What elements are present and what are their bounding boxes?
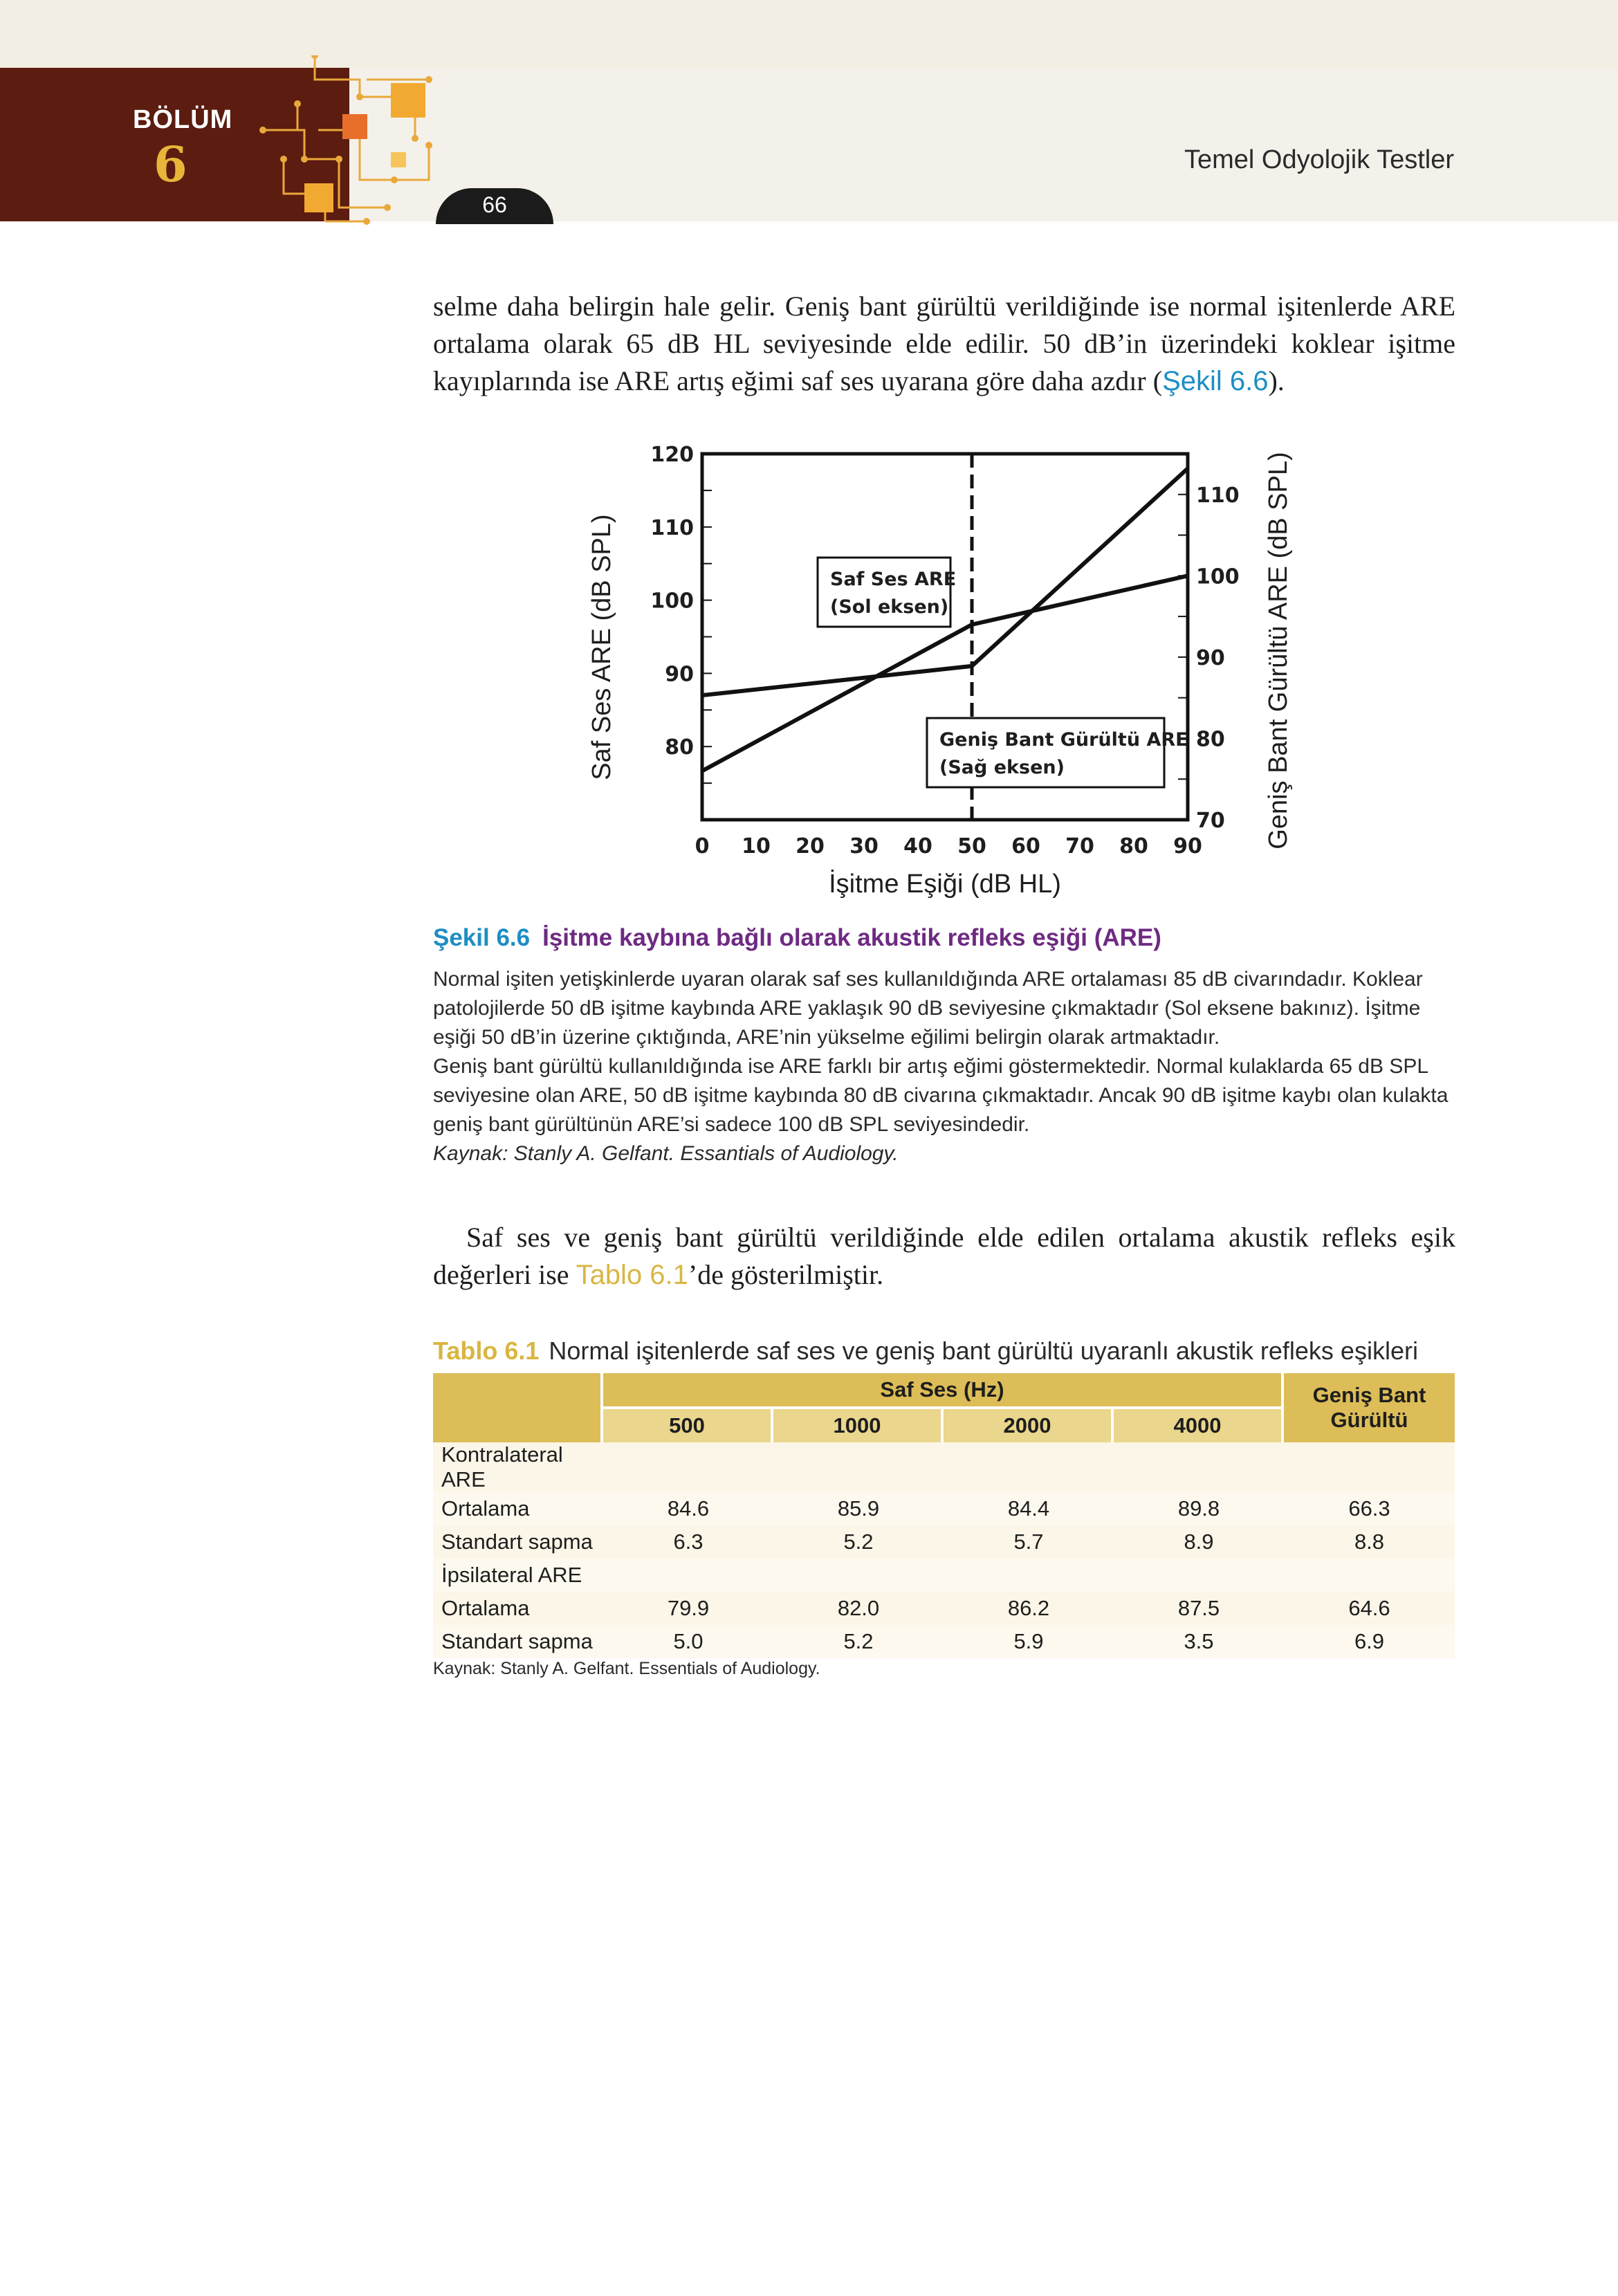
- are-line-chart: [567, 429, 1314, 913]
- table-row: [433, 1442, 1455, 1492]
- table-source: Kaynak: Stanly A. Gelfant. Essentials of Audiology.: [433, 1659, 820, 1678]
- cell: [603, 1442, 773, 1492]
- cell: 79.9: [603, 1592, 773, 1625]
- cell: 64.6: [1284, 1592, 1455, 1625]
- row-label: Standart sapma: [433, 1625, 603, 1658]
- x-tick-label: 10: [742, 834, 771, 858]
- table-freq-header: 500: [603, 1409, 773, 1442]
- cell: 8.8: [1284, 1525, 1455, 1559]
- cell: [944, 1442, 1114, 1492]
- table-name: Normal işitenlerde saf ses ve geniş bant gürültü uyaranlı akustik refleks eşikleri: [549, 1337, 1418, 1365]
- cell: 5.2: [773, 1625, 944, 1658]
- x-tick-label: 30: [849, 834, 879, 858]
- x-tick-label: 80: [1119, 834, 1148, 858]
- table-broadband-header: Geniş Bant Gürültü: [1284, 1373, 1455, 1442]
- cell: 89.8: [1114, 1492, 1284, 1525]
- table-freq-header: 2000: [944, 1409, 1114, 1442]
- intro-paragraph: [433, 288, 1455, 400]
- caption-paragraph-1: Normal işiten yetişkinlerde uyaran olarak saf ses kullanıldığında ARE ortalaması 85 dB civarındadır. Koklear patolojilerde 50 dB işitme kaybında ARE yaklaşık 90 dB seviyesine çıkmaktadır (Sol eksene bakınız). İşitme eşiği 50 dB’in üzerine çıktığında, ARE’nin yükselme eğilimi belirgin olarak artmaktadır.: [433, 968, 1423, 1049]
- caption-paragraph-2: Geniş bant gürültü kullanıldığında ise ARE farklı bir artış eğimi göstermektedir. Normal kulaklarda 65 dB SPL seviyesine olan ARE, 50 dB işitme kaybında 80 dB civarına çıkmaktadır. Ancak 90 dB işitme kaybı olan kulakta geniş bant gürültünün ARE’si sadece 100 dB SPL seviyesindedir.: [433, 1055, 1449, 1136]
- x-tick-label: 50: [957, 834, 986, 858]
- figure-caption: [433, 965, 1455, 1168]
- row-label: Ortalama: [433, 1592, 603, 1625]
- table-number: Tablo 6.1: [433, 1337, 540, 1365]
- cell: [603, 1559, 773, 1592]
- left-tick-label: 100: [650, 589, 694, 614]
- table-row: [433, 1525, 1455, 1559]
- annotation-line-2: (Sol eksen): [830, 596, 949, 618]
- table-corner-cell: [433, 1373, 603, 1442]
- cell: 82.0: [773, 1592, 944, 1625]
- right-tick-label: 110: [1196, 483, 1240, 508]
- second-paragraph: [433, 1219, 1455, 1294]
- table-row: [433, 1625, 1455, 1658]
- cell: 8.9: [1114, 1525, 1284, 1559]
- page-number: 66: [482, 192, 507, 217]
- left-axis-label: Saf Ses ARE (dB SPL): [587, 514, 616, 780]
- cell: [773, 1559, 944, 1592]
- table-freq-header: 4000: [1114, 1409, 1284, 1442]
- cell: 6.3: [603, 1525, 773, 1559]
- row-label: Ortalama: [433, 1492, 603, 1525]
- x-tick-label: 20: [796, 834, 825, 858]
- cell: 5.9: [944, 1625, 1114, 1658]
- table-row: [433, 1559, 1455, 1592]
- table-freq-header: 1000: [773, 1409, 944, 1442]
- caption-source: Kaynak: Stanly A. Gelfant. Essantials of Audiology.: [433, 1142, 899, 1165]
- left-tick-label: 110: [650, 515, 694, 540]
- cell: 6.9: [1284, 1625, 1455, 1658]
- row-label: Kontralateral ARE: [433, 1442, 603, 1492]
- cell: [1284, 1559, 1455, 1592]
- second-paragraph-text: Saf ses ve geniş bant gürültü verildiğinde elde edilen ortalama akustik refleks eşik değerleri ise: [433, 1222, 1455, 1290]
- cell: [944, 1559, 1114, 1592]
- are-table: [433, 1373, 1455, 1658]
- cell: 87.5: [1114, 1592, 1284, 1625]
- x-tick-label: 90: [1173, 834, 1202, 858]
- left-tick-label: 80: [665, 735, 694, 760]
- x-axis-label: İşitme Eşiği (dB HL): [829, 870, 1061, 899]
- chapter-label: BÖLÜM: [133, 105, 233, 134]
- intro-paragraph-text: selme daha belirgin hale gelir. Geniş bant gürültü verildiğinde ise normal işitenlerde ARE ortalama olarak 65 dB HL seviyesinde elde edilir. 50 dB’in üzerindeki koklear işitme kayıplarında ise ARE artış eğimi saf ses uyarana göre daha azdır (: [433, 291, 1455, 396]
- x-tick-label: 70: [1065, 834, 1094, 858]
- left-tick-label: 90: [665, 662, 694, 687]
- right-tick-label: 100: [1196, 564, 1240, 589]
- row-label: Standart sapma: [433, 1525, 603, 1559]
- cell: 66.3: [1284, 1492, 1455, 1525]
- table-row: [433, 1492, 1455, 1525]
- x-tick-label: 60: [1011, 834, 1040, 858]
- cell: 3.5: [1114, 1625, 1284, 1658]
- second-paragraph-tail: ’de gösterilmiştir.: [688, 1259, 884, 1290]
- cell: 85.9: [773, 1492, 944, 1525]
- header-band: [0, 0, 1618, 68]
- figure-reference-link[interactable]: Şekil 6.6: [1162, 366, 1269, 396]
- right-tick-label: 90: [1196, 645, 1225, 670]
- annotation-line-1: Saf Ses ARE: [830, 569, 957, 590]
- cell: [1114, 1559, 1284, 1592]
- chapter-number: 6: [154, 136, 187, 193]
- x-tick-label: 0: [695, 834, 710, 858]
- cell: 86.2: [944, 1592, 1114, 1625]
- running-title: Temel Odyolojik Testler: [1184, 145, 1454, 174]
- right-tick-label: 70: [1196, 809, 1225, 833]
- annotation-line-2: (Sağ eksen): [939, 757, 1065, 778]
- circuit-decoration-icon: [256, 55, 450, 235]
- intro-paragraph-tail: ).: [1268, 365, 1285, 396]
- cell: 84.4: [944, 1492, 1114, 1525]
- table-title: [433, 1337, 1418, 1366]
- cell: [1284, 1442, 1455, 1492]
- page-number-badge: [436, 188, 553, 224]
- figure-name: İşitme kaybına bağlı olarak akustik refleks eşiği (ARE): [542, 924, 1161, 951]
- right-axis-label: Geniş Bant Gürültü ARE (dB SPL): [1264, 452, 1293, 849]
- cell: [1114, 1442, 1284, 1492]
- cell: 5.0: [603, 1625, 773, 1658]
- table-reference-link[interactable]: Tablo 6.1: [576, 1260, 688, 1290]
- cell: [773, 1442, 944, 1492]
- cell: 5.2: [773, 1525, 944, 1559]
- left-tick-label: 120: [650, 443, 694, 467]
- annotation-line-1: Geniş Bant Gürültü ARE: [939, 729, 1188, 751]
- right-tick-label: 80: [1196, 727, 1225, 752]
- cell: 5.7: [944, 1525, 1114, 1559]
- table-row: [433, 1592, 1455, 1625]
- table-group-header: Saf Ses (Hz): [603, 1373, 1284, 1409]
- figure-number: Şekil 6.6: [433, 924, 531, 951]
- x-tick-label: 40: [903, 834, 932, 858]
- cell: 84.6: [603, 1492, 773, 1525]
- figure-title: [433, 924, 1161, 952]
- row-label: İpsilateral ARE: [433, 1559, 603, 1592]
